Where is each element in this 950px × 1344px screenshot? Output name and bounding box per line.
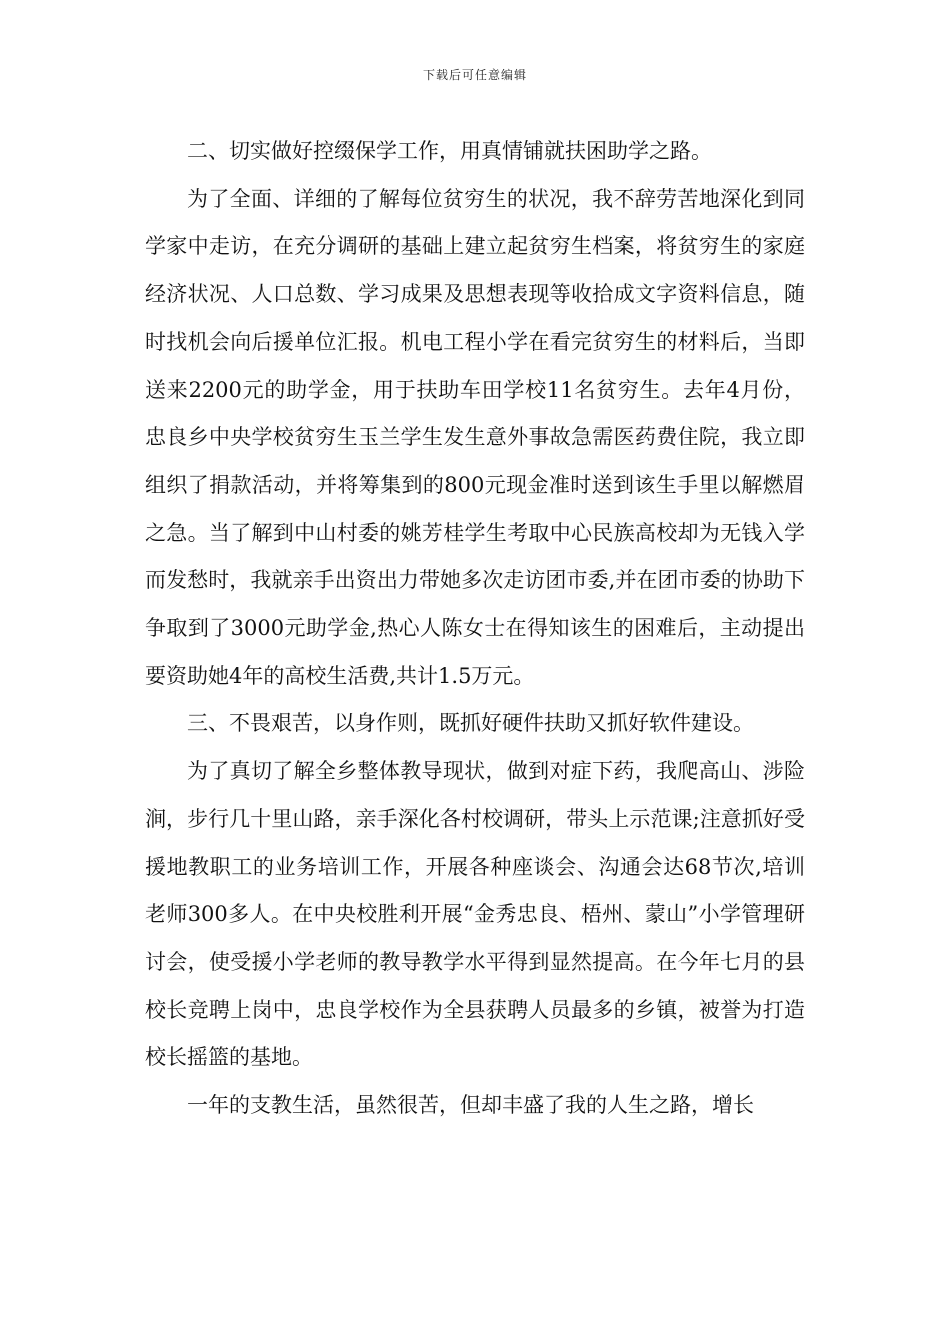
- paragraph-poor-student-aid: 为了全面、详细的了解每位贫穷生的状况，我不辞劳苦地深化到同学家中走访，在充分调研的基础上建立起贫穷生档案，将贫穷生的家庭经济状况、人口总数、学习成果及思想表现等收拾成文字资料信息，随时找机会向后援单位汇报。机电工程小学在看完贫穷生的材料后，当即送来2200元的助学金，用于扶助车田学校11名贫穷生。去年4月份，忠良乡中央学校贫穷生玉兰学生发生意外事故急需医药费住院，我立即组织了捐款活动，并将筹集到的800元现金准时送到该生手里以解燃眉之急。当了解到中山村委的姚芳桂学生考取中心民族高校却为无钱入学而发愁时，我就亲手出资出力带她多次走访团市委,并在团市委的协助下争取到了3000元助学金,热心人陈女士在得知该生的困难后，主动提出要资助她4年的高校生活费,共计1.5万元。: [145, 186, 805, 688]
- paragraph-teaching-training: 为了真切了解全乡整体教导现状，做到对症下药，我爬高山、涉险涧，步行几十里山路，亲手深化各村校调研，带头上示范课;注意抓好受援地教职工的业务培训工作，开展各种座谈会、沟通会达68节次,培训老师300多人。在中央校胜利开展“金秀忠良、梧州、蒙山”小学管理研讨会，使受援小学老师的教导教学水平得到显然提高。在今年七月的县校长竞聘上岗中，忠良学校作为全县获聘人员最多的乡镇，被誉为打造校长摇篮的基地。: [145, 759, 805, 1070]
- paragraph-section-three-heading: 三、不畏艰苦，以身作则，既抓好硬件扶助又抓好软件建设。: [187, 711, 754, 736]
- header-note: 下载后可任意编辑: [422, 68, 527, 82]
- document-body: [145, 128, 805, 1130]
- paragraph-conclusion: 一年的支教生活，虽然很苦，但却丰盛了我的人生之路，增长: [187, 1093, 754, 1118]
- paragraph-section-two-heading: 二、切实做好控缀保学工作，用真情铺就扶困助学之路。: [187, 139, 712, 163]
